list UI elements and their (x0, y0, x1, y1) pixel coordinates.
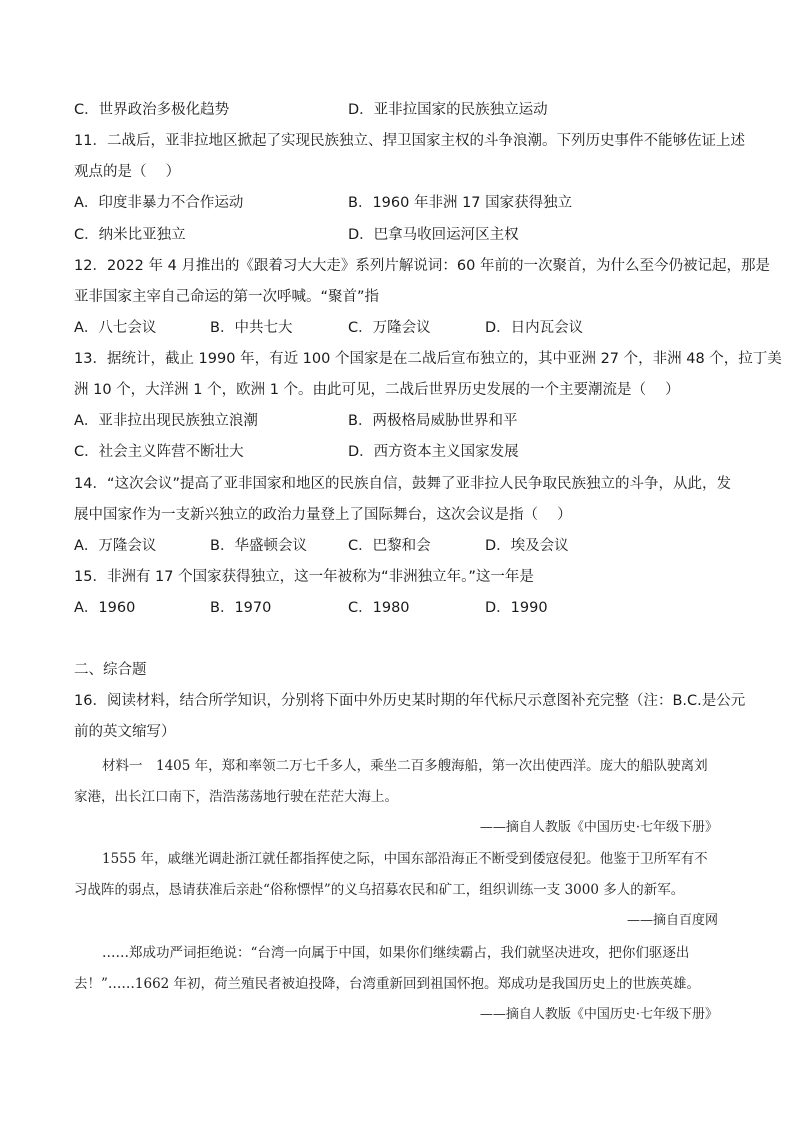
material-1-line-2: 家港，出长江口南下，浩浩荡荡地行驶在茫茫大海上。 (74, 789, 398, 805)
q11-stem-line-1: 11．二战后，亚非拉地区掀起了实现民族独立、捍卫国家主权的斗争浪潮。下列历史事件不能够佐证上述 (74, 133, 745, 149)
q12-stem-line-2: 亚非国家主宰自己命运的第一次呼喊。“聚首”指 (74, 289, 380, 305)
q11-option-d: D．巴拿马收回运河区主权 (348, 227, 519, 243)
q13-option-d: D．西方资本主义国家发展 (348, 444, 519, 460)
material-1-source: ——摘自人教版《中国历史·七年级下册》 (479, 820, 718, 835)
material-3-line-1: ……郑成功严词拒绝说：“台湾一向属于中国，如果你们继续霸占，我们就坚决进攻，把你们驱逐出 (102, 945, 690, 961)
q10-option-d: D．亚非拉国家的民族独立运动 (348, 102, 548, 118)
material-3-source: ——摘自人教版《中国历史·七年级下册》 (479, 1007, 718, 1022)
q13-option-a: A．亚非拉出现民族独立浪潮 (74, 413, 258, 429)
q14-option-d: D．埃及会议 (485, 538, 569, 554)
q12-option-b: B．中共七大 (210, 320, 293, 336)
q15-option-a: A．1960 (74, 600, 136, 616)
q13-option-c: C．社会主义阵营不断壮大 (74, 444, 244, 460)
q11-stem-line-2: 观点的是（ ） (74, 164, 181, 180)
material-1-line-1: 材料一 1405 年，郑和率领二万七千多人，乘坐二百多艘海船，第一次出使西洋。庞大的船队驶离刘 (102, 758, 708, 774)
q13-stem-line-2: 洲 10 个，大洋洲 1 个，欧洲 1 个。由此可见，二战后世界历史发展的一个主要潮流是（ ） (74, 382, 680, 398)
material-2-line-1: 1555 年，戚继光调赴浙江就任都指挥使之际，中国东部沿海正不断受到倭寇侵犯。他鉴于卫所军有不 (102, 851, 708, 867)
q13-stem-line-1: 13．据统计，截止 1990 年，有近 100 个国家是在二战后宣布独立的，其中亚洲 27 个，非洲 48 个，拉丁美 (74, 351, 782, 367)
material-2-line-2: 习战阵的弱点，恳请获准后亲赴“俗称慓悍”的义乌招募农民和矿工，组织训练一支 3000 多人的新军。 (74, 882, 685, 898)
q15-option-d: D．1990 (485, 600, 548, 616)
section-heading: 二、综合题 (74, 662, 147, 678)
q16-stem-line-1: 16．阅读材料，结合所学知识，分别将下面中外历史某时期的年代标尺示意图补充完整（注：B.C.是公元 (74, 693, 746, 709)
q10-option-c: C．世界政治多极化趋势 (74, 102, 230, 118)
q12-stem-line-1: 12．2022 年 4 月推出的《跟着习大大走》系列片解说词：60 年前的一次聚首，为什么至今仍被记起，那是 (74, 258, 770, 274)
q15-option-b: B．1970 (210, 600, 272, 616)
material-3-line-2: 去！”……1662 年初，荷兰殖民者被迫投降，台湾重新回到祖国怀抱。郑成功是我国历史上的世族英雄。 (74, 976, 701, 992)
q11-option-c: C．纳米比亚独立 (74, 227, 186, 243)
q13-option-b: B．两极格局威胁世界和平 (348, 413, 518, 429)
q14-stem-line-1: 14．“这次会议”提高了亚非国家和地区的民族自信，鼓舞了亚非拉人民争取民族独立的斗争，从此，发 (74, 476, 731, 492)
q11-option-b: B．1960 年非洲 17 国家获得独立 (348, 195, 573, 211)
q14-option-c: C．巴黎和会 (348, 538, 431, 554)
q15-option-c: C．1980 (348, 600, 410, 616)
q14-option-b: B．华盛顿会议 (210, 538, 307, 554)
q12-option-d: D．日内瓦会议 (485, 320, 584, 336)
q16-stem-line-2: 前的英文缩写） (74, 724, 176, 740)
q14-option-a: A．万隆会议 (74, 538, 157, 554)
q12-option-a: A．八七会议 (74, 320, 157, 336)
q11-option-a: A．印度非暴力不合作运动 (74, 195, 244, 211)
material-2-source: ——摘自百度网 (626, 913, 718, 928)
q15-stem-line-1: 15．非洲有 17 个国家获得独立，这一年被称为“非洲独立年。”这一年是 (74, 569, 534, 585)
q12-option-c: C．万隆会议 (348, 320, 431, 336)
q14-stem-line-2: 展中国家作为一支新兴独立的政治力量登上了国际舞台，这次会议是指（ ） (74, 507, 572, 523)
